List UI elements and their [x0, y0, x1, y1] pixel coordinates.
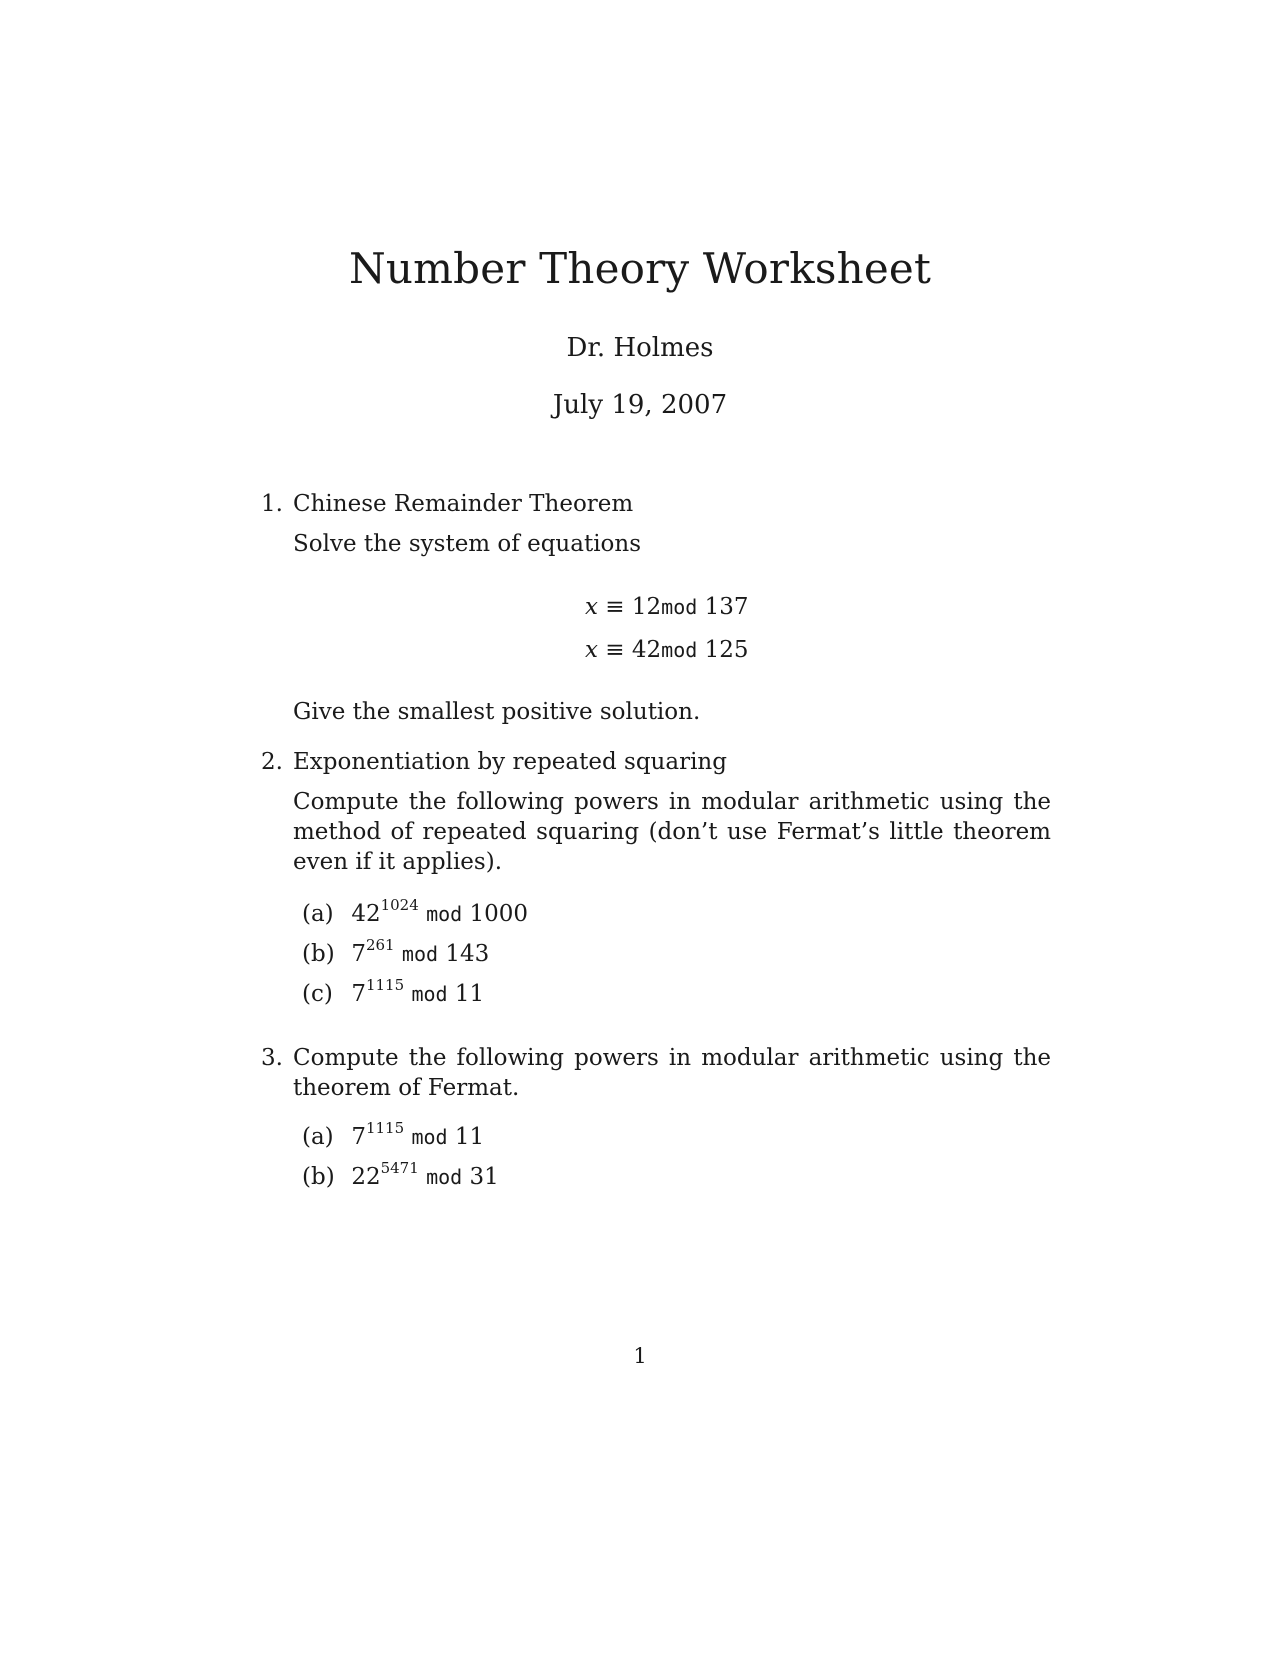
power-base: 7	[351, 941, 366, 967]
modulus: 31	[469, 1164, 499, 1190]
equation-variable: x	[585, 594, 598, 620]
power-exponent: 5471	[380, 1159, 419, 1177]
subproblem-label: (b)	[302, 1164, 335, 1190]
mod-operator: mod	[661, 595, 698, 619]
problem-prompt: Solve the system of equations	[293, 531, 642, 557]
mod-operator: mod	[661, 638, 698, 662]
power-base: 7	[351, 1124, 366, 1150]
mod-operator: mod	[411, 982, 448, 1006]
subproblem-label: (a)	[302, 1124, 334, 1150]
equation-modulus: 137	[704, 594, 749, 620]
equation-row	[585, 637, 749, 663]
modulus: 11	[454, 981, 485, 1007]
document-date: July 19, 2007	[552, 390, 728, 420]
power-exponent: 1115	[365, 976, 405, 994]
congruence-symbol: ≡	[605, 594, 625, 620]
power-base: 7	[351, 981, 366, 1007]
power-exponent: 1024	[380, 896, 419, 914]
problem-closing: Give the smallest positive solution.	[293, 699, 701, 725]
power-exponent: 1115	[365, 1119, 405, 1137]
mod-operator: mod	[426, 1165, 463, 1189]
page-number: 1	[633, 1344, 647, 1368]
subproblem	[302, 1159, 499, 1190]
problem-prompt: Compute the following powers in modular arithmetic using the theorem of Fermat.	[293, 1045, 1051, 1101]
subproblem	[302, 976, 485, 1007]
problem-number: 1.	[261, 491, 283, 517]
problem-number: 3.	[261, 1045, 283, 1071]
equation-residue: 42	[631, 637, 662, 663]
modulus: 11	[454, 1124, 485, 1150]
equation-modulus: 125	[704, 637, 749, 663]
power-exponent: 261	[365, 936, 395, 954]
congruence-symbol: ≡	[605, 637, 625, 663]
subproblem	[302, 1119, 485, 1150]
mod-operator: mod	[401, 942, 439, 966]
mod-operator: mod	[426, 902, 463, 926]
equation-variable: x	[585, 637, 598, 663]
power-base: 22	[351, 1164, 381, 1190]
subproblem-label: (a)	[302, 901, 334, 927]
equation-residue: 12	[631, 594, 662, 620]
document-author: Dr. Holmes	[566, 333, 714, 363]
subproblem-label: (c)	[302, 981, 333, 1007]
document-title: Number Theory Worksheet	[348, 244, 932, 293]
problem-number: 2.	[261, 749, 283, 775]
mod-operator: mod	[411, 1125, 448, 1149]
problem-heading: Exponentiation by repeated squaring	[293, 749, 727, 775]
modulus: 1000	[469, 901, 529, 927]
modulus: 143	[445, 941, 490, 967]
problem-heading: Chinese Remainder Theorem	[293, 491, 634, 517]
problem-prompt: Compute the following powers in modular arithmetic using the method of repeated squaring (don’t use Fermat’s little theorem even if it applies).	[293, 789, 1051, 875]
equation-row	[585, 594, 749, 620]
power-base: 42	[351, 901, 381, 927]
subproblem	[302, 936, 490, 967]
subproblem	[302, 896, 529, 927]
subproblem-label: (b)	[302, 941, 335, 967]
